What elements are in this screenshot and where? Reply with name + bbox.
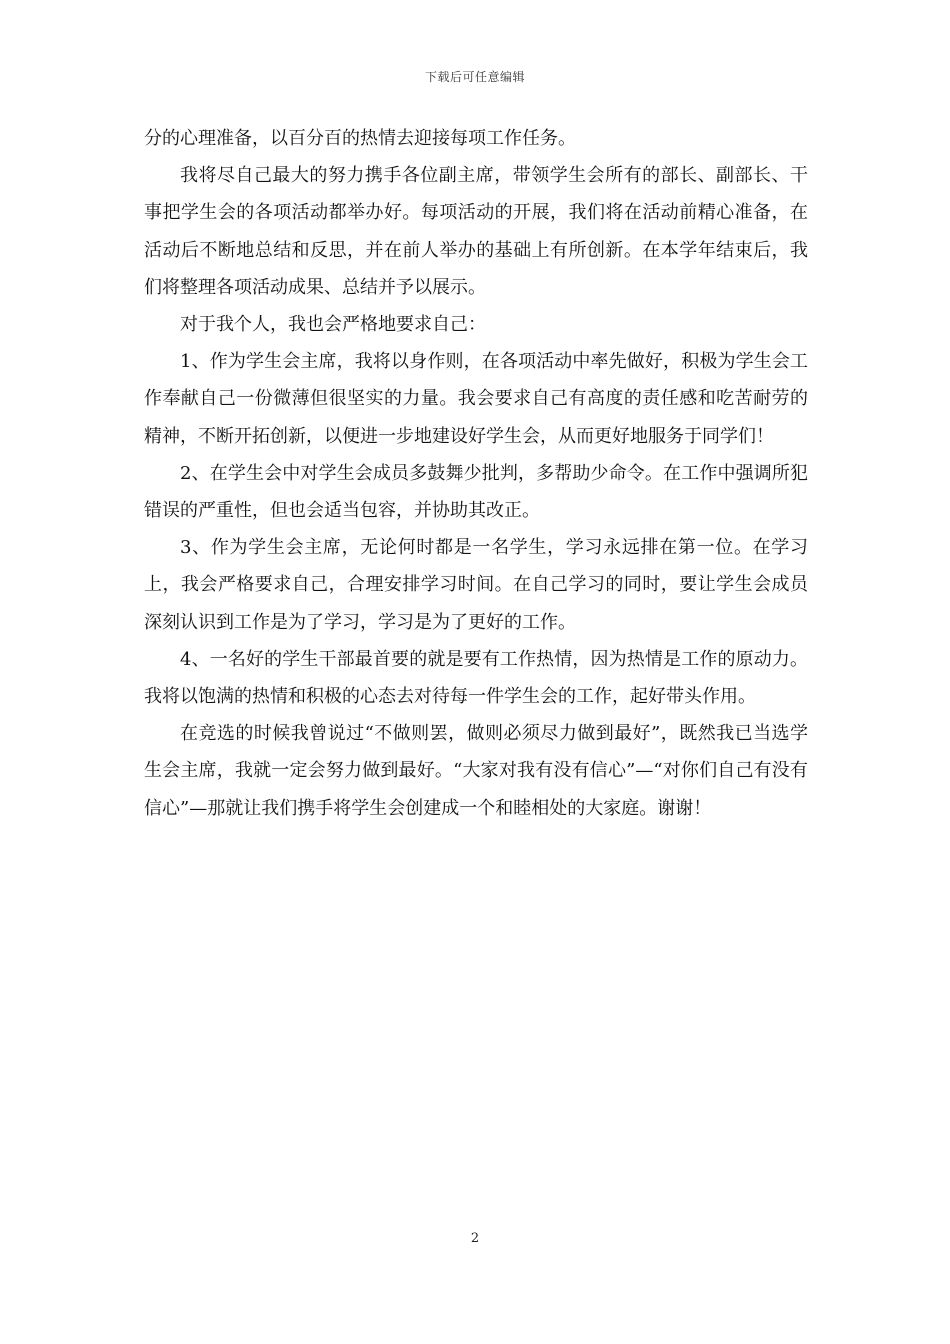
page-number: 2 (470, 1231, 480, 1246)
paragraph-1: 分的心理准备，以百分百的热情去迎接每项工作任务。 (144, 128, 576, 149)
paragraph-5: 2、在学生会中对学生会成员多鼓舞少批判，多帮助少命令。在工作中强调所犯错误的严重性，但也会适当包容，并协助其改正。 (144, 462, 808, 522)
page-header: 下载后可任意编辑 (424, 70, 525, 84)
paragraph-6: 3、作为学生会主席，无论何时都是一名学生，学习永远排在第一位。在学习上，我会严格要求自己，合理安排学习时间。在自己学习的同时，要让学生会成员深刻认识到工作是为了学习，学习是为了更好的工作。 (144, 537, 808, 633)
paragraph-4: 1、作为学生会主席，我将以身作则，在各项活动中率先做好，积极为学生会工作奉献自己一份微薄但很坚实的力量。我会要求自己有高度的责任感和吃苦耐劳的精神，不断开拓创新，以便进一步地建设好学生会，从而更好地服务于同学们！ (144, 351, 808, 447)
paragraph-8: 在竞选的时候我曾说过“不做则罢，做则必须尽力做到最好”，既然我已当选学生会主席，我就一定会努力做到最好。“大家对我有没有信心”—“对你们自己有没有信心”—那就让我们携手将学生会创建成一个和睦相处的大家庭。谢谢！ (144, 723, 808, 819)
paragraph-3: 对于我个人，我也会严格地要求自己： (180, 314, 486, 336)
paragraph-7: 4、一名好的学生干部最首要的就是要有工作热情，因为热情是工作的原动力。我将以饱满的热情和积极的心态去对待每一件学生会的工作，起好带头作用。 (144, 648, 808, 708)
paragraph-2: 我将尽自己最大的努力携手各位副主席，带领学生会所有的部长、副部长、干事把学生会的各项活动都举办好。每项活动的开展，我们将在活动前精心准备，在活动后不断地总结和反思，并在前人举办的基础上有所创新。在本学年结束后，我们将整理各项活动成果、总结并予以展示。 (144, 165, 808, 298)
document-body (144, 120, 808, 827)
